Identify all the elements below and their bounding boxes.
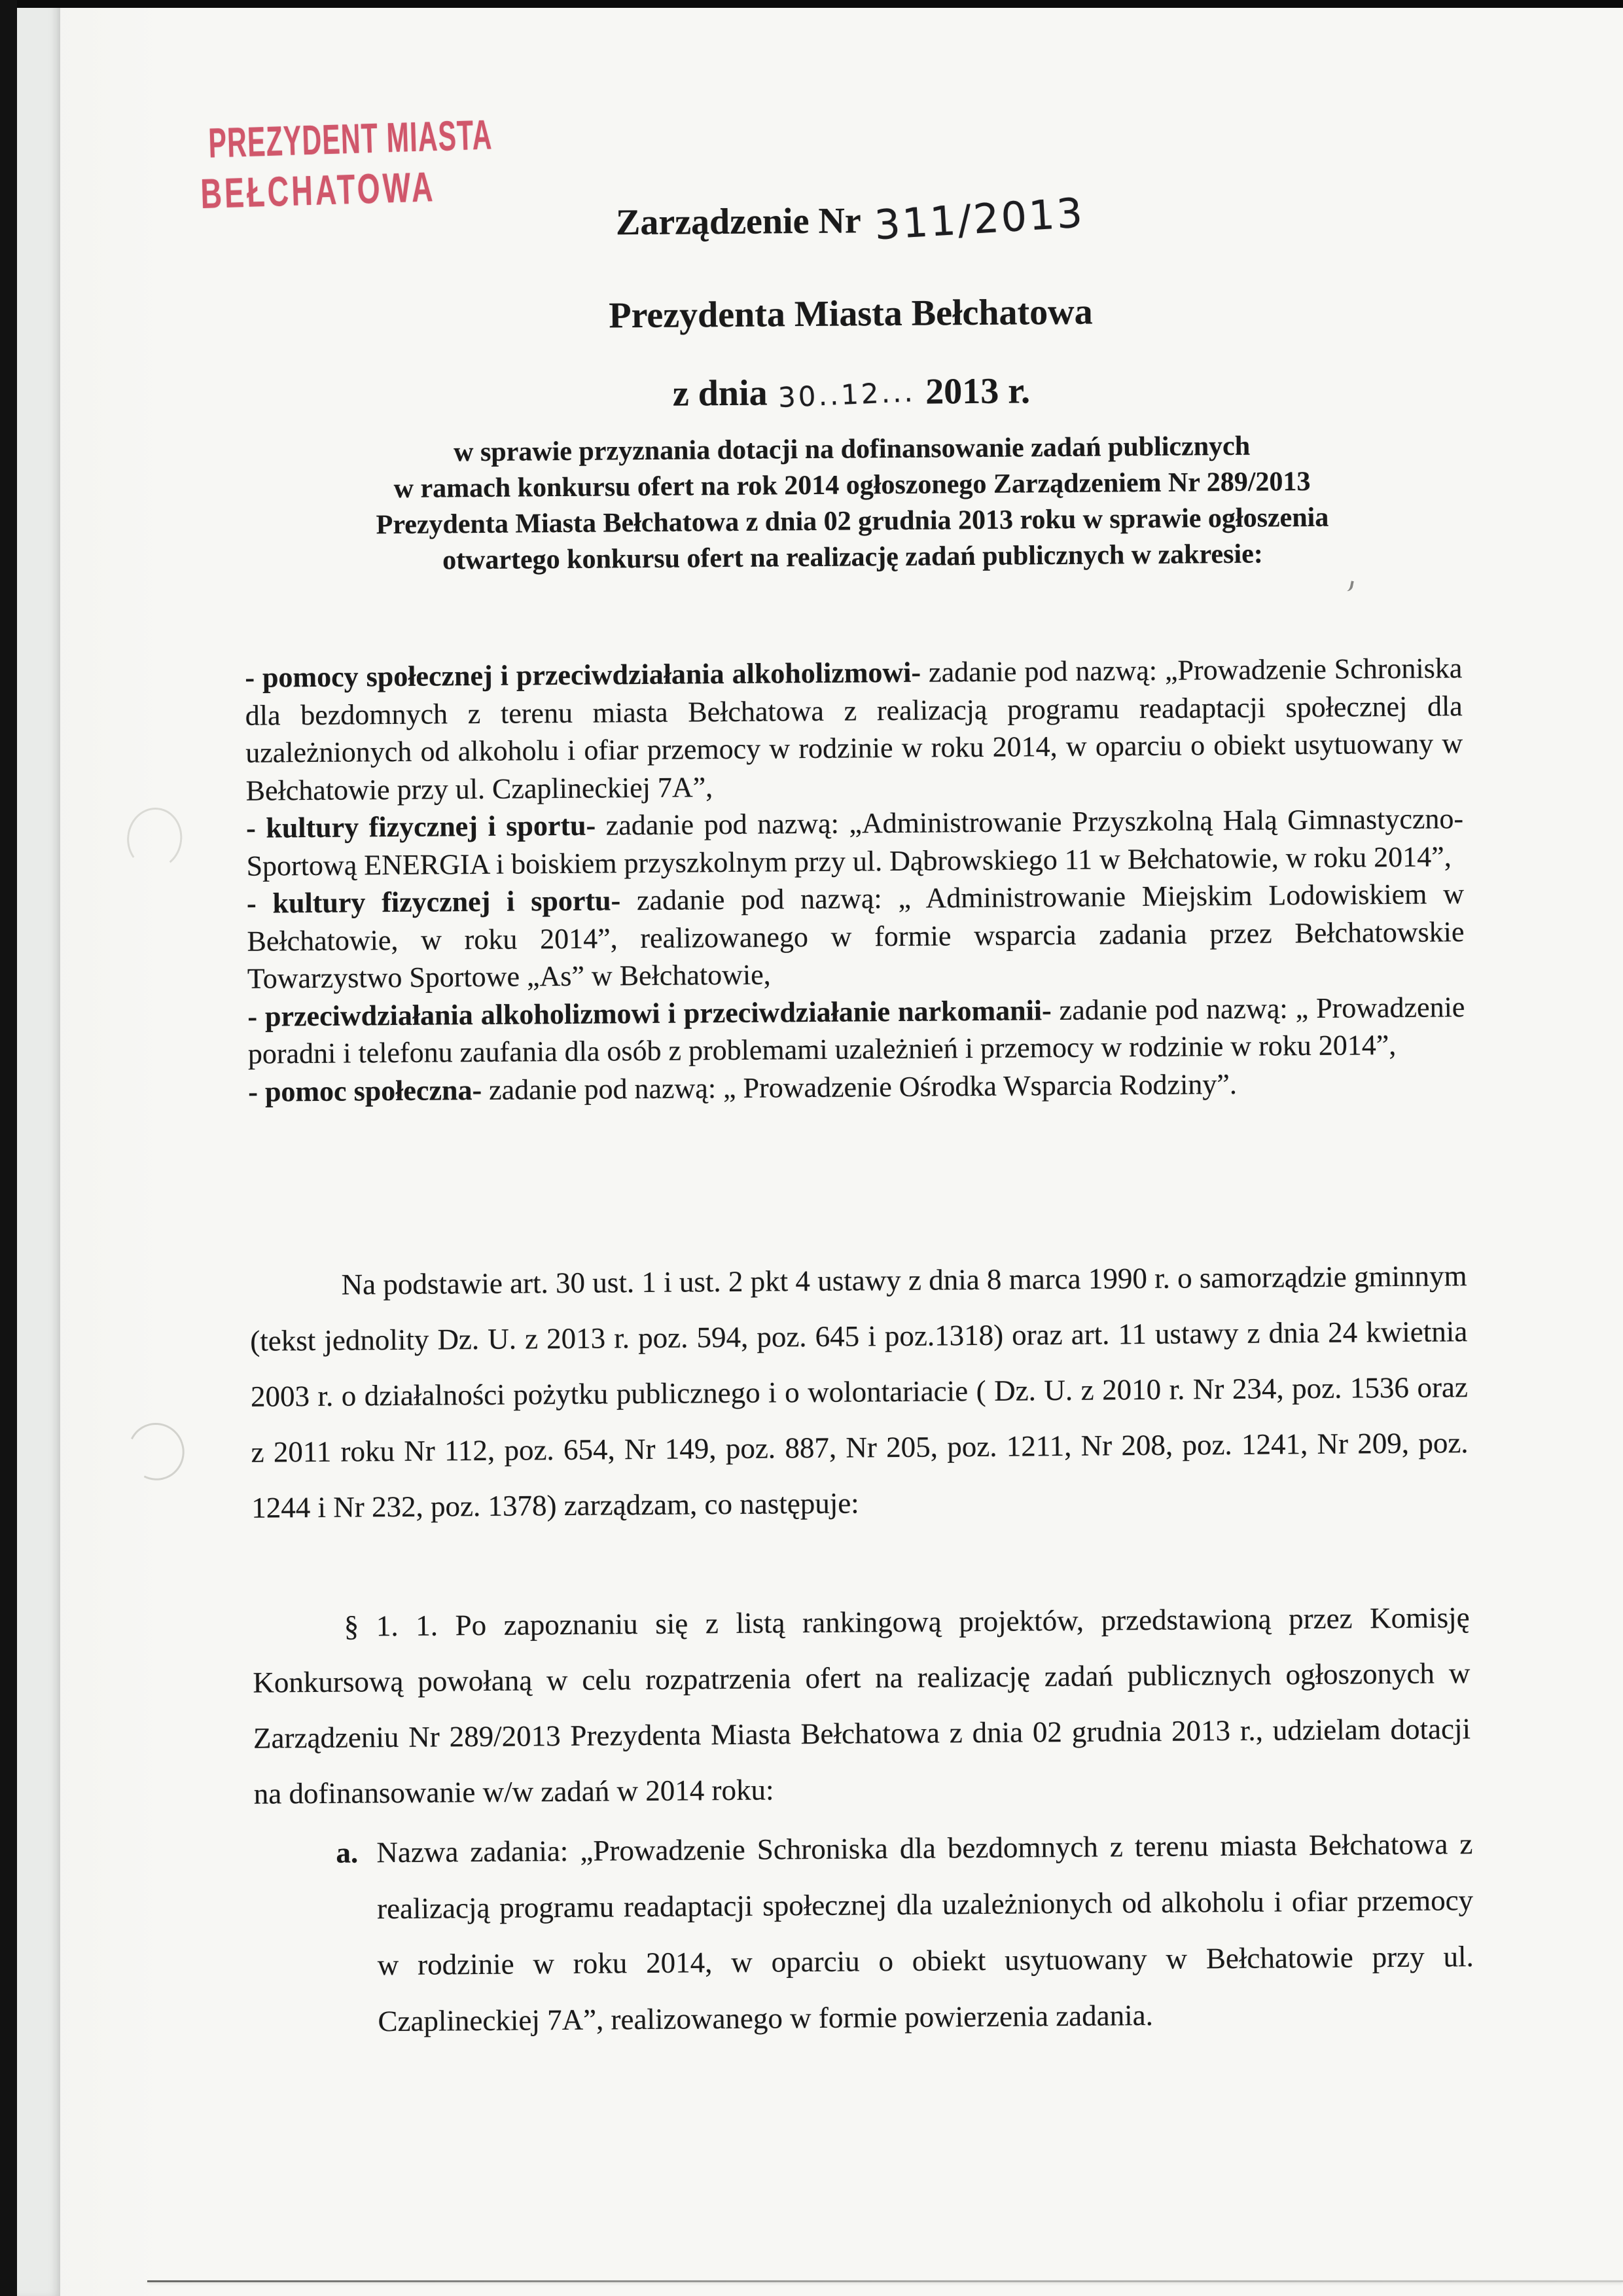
task-description: zadanie pod nazwą: „Administrowanie Przyszkolną Halą Gimnastyczno- Sportową ENERGIA i boiskiem przyszkolnym przy ul. Dąbrowskiego 11 w Bełchatowie, w roku 2014”, <box>246 802 1464 882</box>
handwritten-date: 30..12... <box>777 376 916 414</box>
paragraph-1: § 1. 1. Po zapoznaniu się z listą rankingową projektów, przedstawioną przez Komisję Konkursową powołaną w celu rozpatrzenia ofert na realizację zadań publicznych ogłoszonych w Zarządzeniu Nr 289/2013 Prezydenta Miasta Bełchatowa z dnia 02 grudnia 2013 r., udzielam dotacji na dofinansowanie w/w zadań w 2014 roku: <box>253 1601 1471 1810</box>
task-category: - pomocy społecznej i przeciwdziałania alkoholizmowi- <box>245 656 921 694</box>
paper-bottom-edge <box>147 2280 1623 2282</box>
task-description: zadanie pod nazwą: „Prowadzenie Schroniska dla bezdomnych z terenu miasta Bełchatowa z realizacją programu readaptacji społecznej dla uzależnionych od alkoholu i ofiar przemocy w rodzinie w roku 2014, w oparciu o obiekt usytuowany w Bełchatowie przy ul. Czaplineckiej 7A”, <box>245 652 1463 807</box>
ordinance-number-line <box>241 190 1459 247</box>
task-description: zadanie pod nazwą: „ Prowadzenie poradni i telefonu zaufania dla osób z problemami uzależnień i przemocy w rodzinie w roku 2014”, <box>247 990 1465 1070</box>
task-category: - przeciwdziałania alkoholizmowi i przeciwdziałanie narkomanii- <box>247 994 1052 1033</box>
date-line <box>243 367 1460 418</box>
date-prefix: z dnia <box>672 372 768 414</box>
stamp-line1: PREZYDENT MIASTA <box>207 111 493 167</box>
date-suffix: 2013 r. <box>925 370 1031 412</box>
task-item <box>246 800 1464 885</box>
stamp-line2: BEŁCHATOWA <box>200 163 437 218</box>
tasks-list <box>245 649 1465 1111</box>
subject-line: otwartego konkursu ofert na realizację zadań publicznych w zakresie: <box>442 539 1263 576</box>
task-description: zadanie pod nazwą: „ Administrowanie Miejskim Lodowiskiem w Bełchatowie, w roku 2014”, realizowanego w formie wsparcia zadania przez Bełchatowskie Towarzystwo Sportowe „As” w Bełchatowie, <box>247 878 1465 995</box>
subject-line: w sprawie przyznania dotacji na dofinansowanie zadań publicznych <box>453 431 1251 468</box>
task-item <box>247 988 1465 1073</box>
task-description: zadanie pod nazwą: „ Prowadzenie Ośrodka Wsparcia Rodziny”. <box>481 1067 1238 1106</box>
subject-block <box>243 427 1461 581</box>
task-category: - kultury fizycznej i sportu- <box>245 809 596 844</box>
subject-line: w ramach konkursu ofert na rok 2014 ogłoszonego Zarządzeniem Nr 289/2013 <box>393 466 1311 504</box>
ordinance-label: Zarządzenie Nr <box>615 200 861 243</box>
scan-artifact-ring <box>120 1416 192 1488</box>
task-category: - kultury fizycznej i sportu- <box>246 884 621 920</box>
task-item <box>247 875 1465 997</box>
scan-edge-top <box>0 0 1623 8</box>
issuer-line: Prezydenta Miasta Bełchatowa <box>609 291 1093 336</box>
legal-basis-paragraph: Na podstawie art. 30 ust. 1 i ust. 2 pkt 4 ustawy z dnia 8 marca 1990 r. o samorządzie gminnym (tekst jednolity Dz. U. z 2013 r. poz. 594, poz. 645 i poz.1318) oraz art. 11 ustawy z dnia 24 kwietnia 2003 r. o działalności pożytku publicznego i o wolontariacie ( Dz. U. z 2010 r. Nr 234, poz. 1536 oraz z 2011 roku Nr 112, poz. 654, Nr 149, poz. 887, Nr 205, poz. 1211, Nr 208, poz. 1241, Nr 209, poz. 1244 i Nr 232, poz. 1378) zarządzam, co następuje: <box>250 1259 1469 1524</box>
scan-edge-left <box>0 0 17 2296</box>
subitem-a-text: Nazwa zadania: „Prowadzenie Schroniska dla bezdomnych z terenu miasta Bełchatowa z realizacją programu readaptacji społecznej dla uzależnionych od alkoholu i ofiar przemocy w rodzinie w roku 2014, w oparciu o obiekt usytuowany w Bełchatowie przy ul. Czaplineckiej 7A”, realizowanego w formie powierzenia zadania. <box>376 1827 1474 2038</box>
subject-line: Prezydenta Miasta Bełchatowa z dnia 02 grudnia 2013 roku w sprawie ogłoszenia <box>376 502 1329 541</box>
task-item <box>245 649 1463 810</box>
scan-artifact-speck <box>1343 579 1354 592</box>
scan-artifact-ring <box>123 804 186 872</box>
task-category: - pomoc społeczna- <box>248 1073 482 1108</box>
subitem-a-label: a. <box>336 1836 359 1869</box>
subitem-a <box>336 1816 1474 2050</box>
paper-left-edge <box>17 0 60 2296</box>
handwritten-ordinance-number: 311/2013 <box>872 188 1086 249</box>
